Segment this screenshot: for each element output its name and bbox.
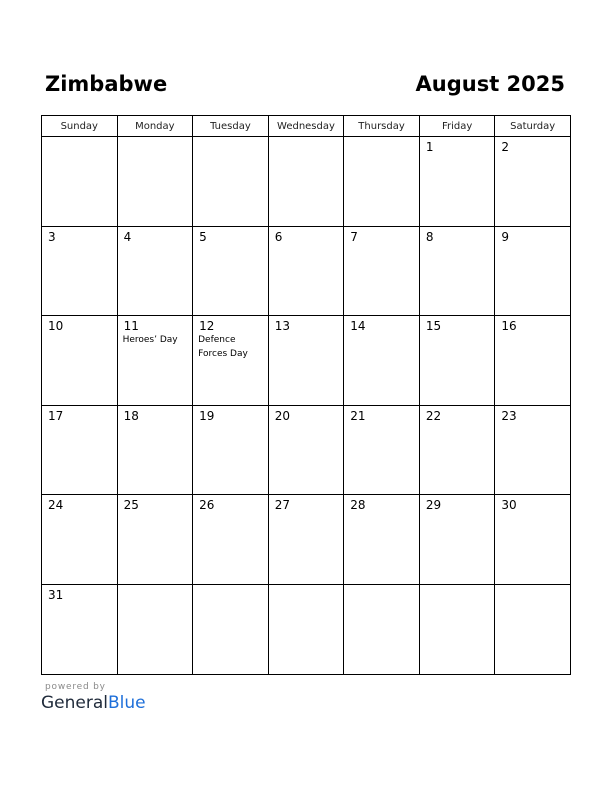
day-number: 24	[48, 498, 64, 513]
month-year-title: August 2025	[415, 72, 565, 96]
weekday-header: Saturday	[495, 116, 571, 137]
calendar-week-row	[42, 316, 571, 406]
calendar-day-cell	[419, 495, 495, 585]
day-number: 20	[274, 408, 290, 423]
calendar-day-cell	[193, 405, 269, 495]
weekday-header: Thursday	[344, 116, 420, 137]
calendar-empty-cell	[193, 137, 269, 227]
day-number: 10	[48, 319, 64, 334]
day-number: 13	[274, 319, 290, 334]
brand-part-general: General	[41, 693, 108, 713]
weekday-header-row	[42, 116, 571, 137]
day-number: 8	[425, 229, 434, 244]
calendar-empty-cell	[117, 584, 193, 674]
calendar-empty-cell	[495, 584, 571, 674]
calendar-day-cell	[42, 495, 118, 585]
calendar-empty-cell	[268, 584, 344, 674]
calendar-day-cell	[495, 495, 571, 585]
powered-by-label: powered by	[45, 682, 106, 692]
calendar-day-cell	[117, 405, 193, 495]
day-number: 21	[350, 408, 366, 423]
generalblue-logo	[41, 693, 146, 713]
day-number: 7	[350, 229, 358, 244]
calendar-day-cell	[495, 316, 571, 406]
calendar-week-row	[42, 495, 571, 585]
weekday-header: Friday	[419, 116, 495, 137]
day-number: 28	[350, 498, 366, 513]
calendar-day-cell	[193, 316, 269, 406]
weekday-header: Tuesday	[193, 116, 269, 137]
calendar-empty-cell	[344, 584, 420, 674]
calendar-day-cell	[344, 226, 420, 316]
weekday-header: Wednesday	[268, 116, 344, 137]
calendar-day-cell	[419, 405, 495, 495]
day-number: 30	[501, 498, 517, 513]
calendar-day-cell	[495, 137, 571, 227]
calendar-day-cell	[42, 226, 118, 316]
day-number: 15	[425, 319, 442, 334]
day-number: 5	[199, 229, 207, 244]
weekday-header: Monday	[117, 116, 193, 137]
brand-part-blue: Blue	[108, 693, 146, 713]
calendar-day-cell	[42, 316, 118, 406]
calendar-day-cell	[42, 405, 118, 495]
calendar-day-cell	[344, 495, 420, 585]
calendar-day-cell	[419, 137, 495, 227]
calendar-day-cell	[495, 226, 571, 316]
calendar-day-cell	[344, 316, 420, 406]
calendar-empty-cell	[42, 137, 118, 227]
day-number: 9	[501, 229, 510, 244]
day-number: 16	[501, 319, 517, 334]
weekday-header: Sunday	[42, 116, 118, 137]
calendar-week-row	[42, 137, 571, 227]
day-number: 18	[123, 408, 139, 423]
calendar-grid	[41, 115, 571, 675]
day-number: 27	[274, 498, 290, 513]
calendar-day-cell	[268, 226, 344, 316]
day-number: 17	[48, 408, 64, 423]
calendar-week-row	[42, 584, 571, 674]
calendar-day-cell	[193, 226, 269, 316]
day-number: 11	[123, 319, 139, 334]
country-title: Zimbabwe	[45, 72, 168, 96]
day-number: 3	[48, 229, 56, 244]
day-number: 29	[425, 498, 442, 513]
calendar-day-cell	[117, 226, 193, 316]
day-number: 22	[425, 408, 442, 423]
calendar-day-cell	[344, 405, 420, 495]
day-number: 1	[425, 140, 434, 154]
calendar-empty-cell	[193, 584, 269, 674]
calendar-empty-cell	[419, 584, 495, 674]
calendar-day-cell	[42, 584, 118, 674]
calendar-day-cell	[268, 316, 344, 406]
calendar-day-cell	[495, 405, 571, 495]
calendar-day-cell	[419, 226, 495, 316]
calendar-empty-cell	[117, 137, 193, 227]
day-number: 2	[501, 140, 510, 154]
day-number: 25	[123, 498, 139, 513]
day-number: 14	[350, 319, 366, 334]
calendar-day-cell	[117, 495, 193, 585]
calendar-empty-cell	[268, 137, 344, 227]
calendar-week-row	[42, 226, 571, 316]
calendar-empty-cell	[344, 137, 420, 227]
holiday-label: Heroes’ Day	[122, 335, 178, 346]
day-number: 12	[199, 319, 215, 334]
calendar-week-row	[42, 405, 571, 495]
day-number: 31	[48, 587, 64, 602]
calendar-day-cell	[419, 316, 495, 406]
day-number: 19	[199, 408, 215, 423]
day-number: 26	[199, 498, 215, 513]
calendar-day-cell	[193, 495, 269, 585]
calendar-day-cell	[268, 495, 344, 585]
day-number: 4	[123, 229, 132, 244]
day-number: 23	[501, 408, 517, 423]
holiday-label: Defence Forces Day	[198, 335, 248, 360]
calendar-day-cell	[268, 405, 344, 495]
calendar-day-cell	[117, 316, 193, 406]
day-number: 6	[274, 229, 283, 244]
